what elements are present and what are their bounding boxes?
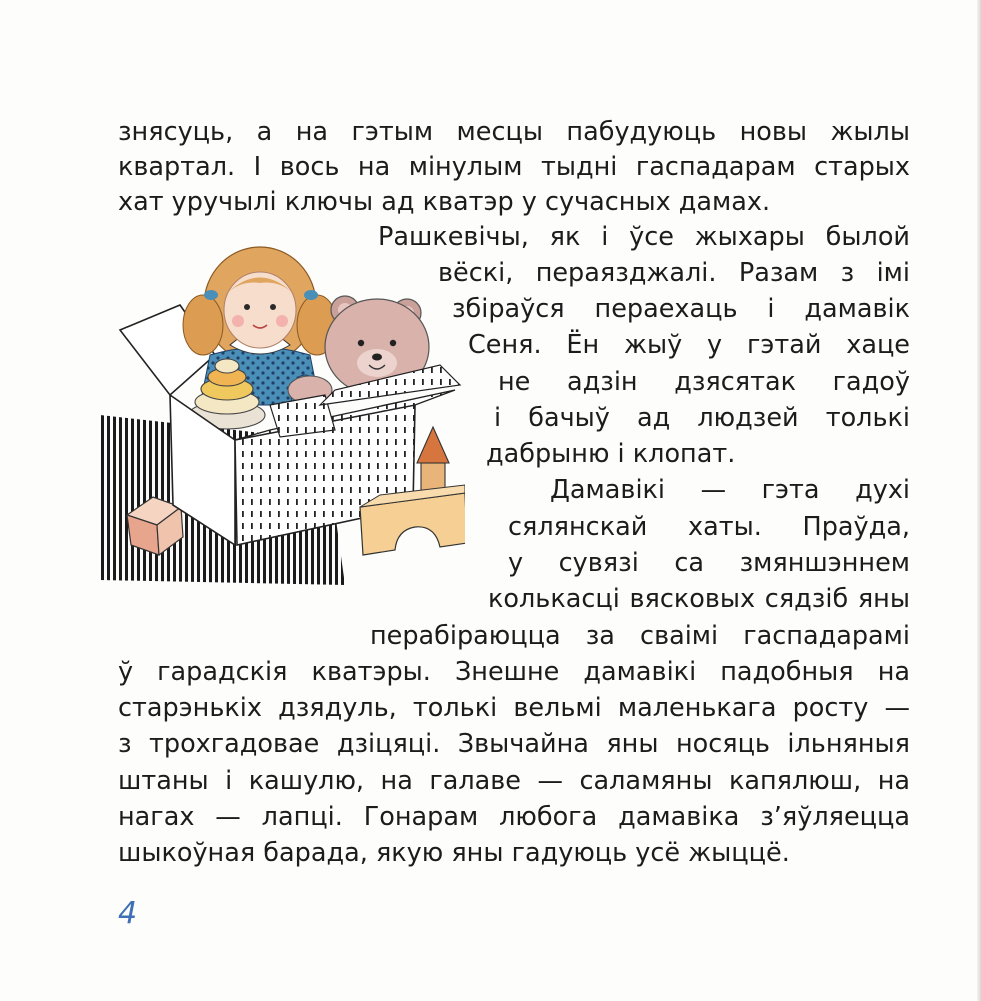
text-line: штаны і кашулю, на галаве — саламяны капялюш, на (118, 766, 910, 796)
page-number: 4 (118, 896, 138, 931)
text-line: Дамавікі — гэта духі (550, 475, 910, 505)
text-line: шыкоўная барада, якую яны гадуюць усё жыццё. (118, 838, 790, 868)
text-line: збіраўся пераехаць і дамавік (452, 294, 910, 324)
text-line: дабрыню і клопат. (486, 439, 736, 469)
text-line: Сеня. Ён жыў у гэтай хаце (468, 330, 910, 360)
text-line: у сувязі са змяншэннем (508, 548, 910, 578)
text-line: ў гарадскія кватэры. Знешне дамавікі падобныя на (118, 657, 910, 687)
text-line: хат уручылі ключы ад кватэр у сучасных дамах. (118, 187, 771, 217)
text-line: з трохгадовае дзіцяці. Звычайна яны носяць ільняныя (118, 729, 910, 759)
text-line: старэнькіх дзядуль, толькі вельмі маленькага росту — (118, 693, 910, 723)
page-edge (977, 0, 981, 1001)
toy-box-illustration (95, 245, 465, 594)
text-line: нагах — лапці. Гонарам любога дамавіка з’яўляецца (118, 802, 910, 832)
text-line: колькасці вясковых сядзіб яны (488, 584, 910, 614)
text-line: квартал. І вось на мінулым тыдні гаспадарам старых (118, 152, 910, 182)
text-line: знясуць, а на гэтым месцы пабудуюць новы жылы (118, 117, 910, 147)
text-line: не адзін дзясятак гадоў (498, 367, 910, 397)
text-line: і бачыў ад людзей толькі (494, 403, 910, 433)
text-line: сялянскай хаты. Праўда, (508, 512, 910, 542)
text-line: вёскі, пераязджалі. Разам з імі (438, 258, 910, 288)
text-line: Рашкевічы, як і ўсе жыхары былой (378, 222, 910, 252)
text-line: перабіраюцца за сваімі гаспадарамі (370, 621, 910, 651)
